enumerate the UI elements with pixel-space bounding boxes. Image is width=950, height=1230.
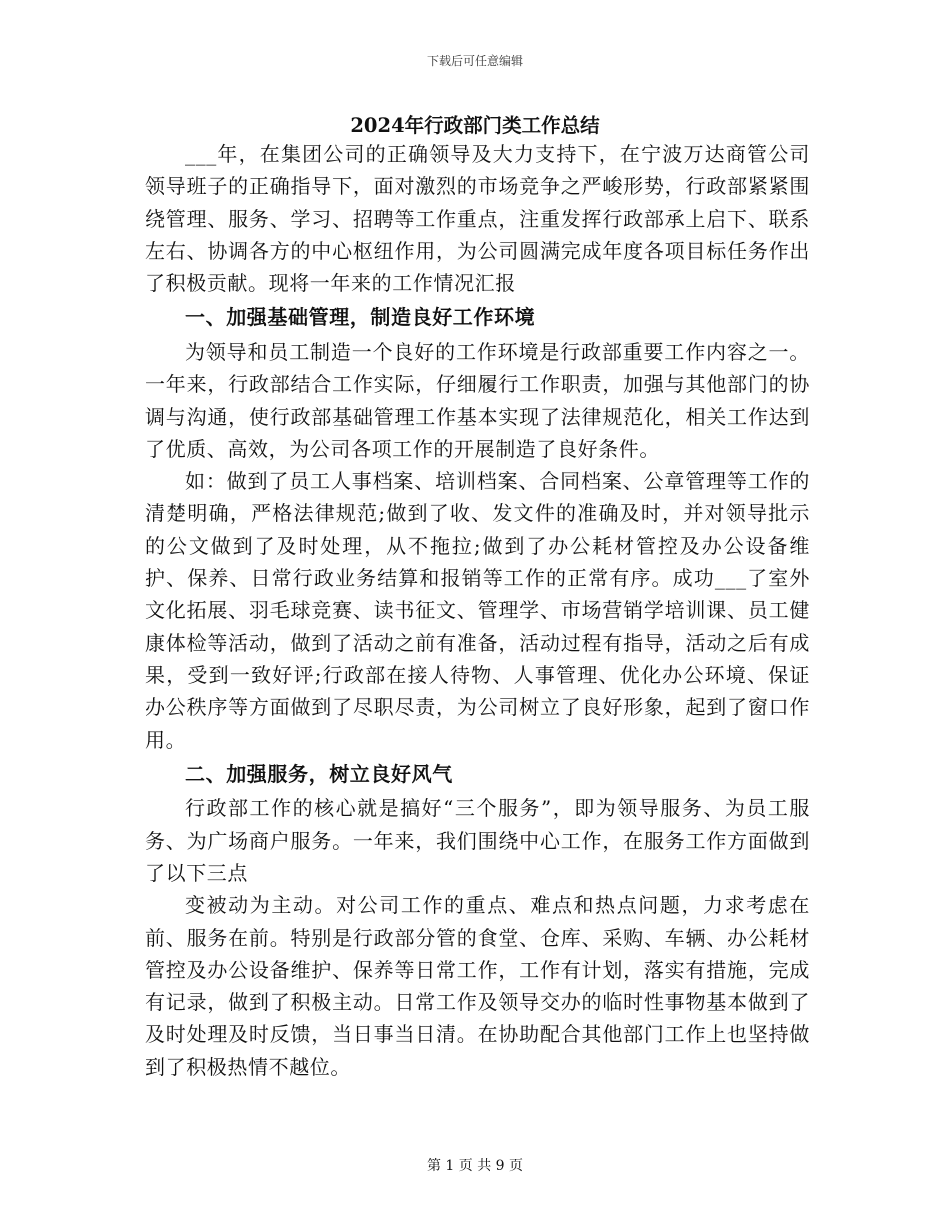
section-1-paragraph-1: 为领导和员工制造一个良好的工作环境是行政部重要工作内容之一。一年来，行政部结合工作实际，仔细履行工作职责，加强与其他部门的协调与沟通，使行政部基础管理工作基本实现了法律规范化，相关工作达到了优质、高效，为公司各项工作的开展制造了良好条件。 [145,339,810,461]
section-2-paragraph-2: 变被动为主动。对公司工作的重点、难点和热点问题，力求考虑在前、服务在前。特别是行政部分管的食堂、仓库、采购、车辆、办公耗材管控及办公设备维护、保养等日常工作，工作有计划，落实有措施，完成有记录，做到了积极主动。日常工作及领导交办的临时性事物基本做到了及时处理及时反馈，当日事当日清。在协助配合其他部门工作上也坚持做到了积极热情不越位。 [145,893,810,1079]
page-number: 第 1 页 共 9 页 [426,1158,524,1174]
section-1-heading: 一、加强基础管理，制造良好工作环境 [185,305,536,330]
header-note: 下载后可任意编辑 [426,54,523,68]
section-1-paragraph-2: 如：做到了员工人事档案、培训档案、合同档案、公章管理等工作的清楚明确，严格法律规范;做到了收、发文件的准确及时，并对领导批示的公文做到了及时处理，从不拖拉;做到了办公耗材管控及办公设备维护、保养、日常行政业务结算和报销等工作的正常有序。成功___了室外文化拓展、羽毛球竞赛、读书征文、管理学、市场营销学培训课、员工健康体检等活动，做到了活动之前有准备，活动过程有指导，活动之后有成果，受到一致好评;行政部在接人待物、人事管理、优化办公环境、保证办公秩序等方面做到了尽职尽责，为公司树立了良好形象，起到了窗口作用。 [145,469,810,752]
intro-paragraph: ___年，在集团公司的正确领导及大力支持下，在宁波万达商管公司领导班子的正确指导下，面对激烈的市场竞争之严峻形势，行政部紧紧围绕管理、服务、学习、招聘等工作重点，注重发挥行政部承上启下、联系左右、协调各方的中心枢纽作用，为公司圆满完成年度各项目标任务作出了积极贡献。现将一年来的工作情况汇报 [145,142,810,296]
section-2-heading: 二、加强服务，树立良好风气 [185,761,453,786]
document-title: 2024年行政部门类工作总结 [350,114,600,137]
section-2-paragraph-1: 行政部工作的核心就是搞好“三个服务”，即为领导服务、为员工服务、为广场商户服务。一年来，我们围绕中心工作，在服务工作方面做到了以下三点 [145,796,810,885]
document-body [145,138,810,1083]
